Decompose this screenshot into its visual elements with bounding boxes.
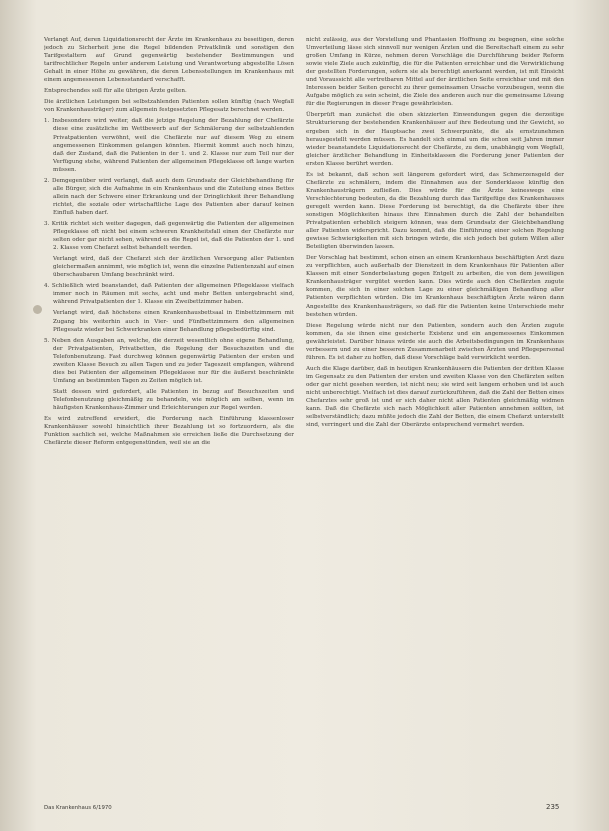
punch-hole [33, 305, 42, 314]
paragraph: Es ist bekannt, daß schon seit längerem gefordert wird, das Schmerzensgeld der Chefärzte zu schmälern, indem die Einnahmen aus der Sonderklasse künftig den Krankenhausträgern zufließen. Dies würde für die Ärzte keineswegs eine Verschlechterung bedeuten, da die Bezahlung durch das Tarifgefüge des Krankenhauses geregelt werden kann. Diese Forderung ist berechtigt, da die Chefärzte über ihre sonstigen Möglichkeiten hinaus ihre Einnahmen durch die Zahl der behandelten Privatpatienten erheblich steigern können, was dem Grundsatz der Gleichbehandlung aller Patienten widerspricht. Dazu kommt, daß die Einführung einer solchen Regelung gewisse Schwierigkeiten mit sich bringen würde, die sich jedoch bei gutem Willen aller Beteiligten überwinden lassen. [306, 171, 564, 251]
paragraph: 1. Insbesondere wird weiter, daß die jetzige Regelung der Bezahlung der Chefärzte diese eine zusätzliche im Wettbewerb auf der Schmälerung der selbstzahlenden Privatpatienten verwöhnt, weil die Chefärzte nur auf diesem Weg zu einem angemessenen Einkommen gelangen könnten. Hiermit kommt auch noch hinzu, daß der Zustand, daß die Patienten in der 1. und 2. Klasse nur zum Teil nur der Verfügung stehe, während Patienten der allgemeinen Pflegeklasse oft lange warten müssen. [44, 118, 294, 173]
right-column [306, 36, 564, 791]
paragraph: 5. Neben den Ausgaben an, welche, die derzeit wesentlich ohne eigene Behandlung, der Privatpatienten, Privatbetten, die Regelung der Besuchszeiten und die Telefonbenutzung. Fast durchweg können gegenwärtig Patienten der ersten und zweiten Klasse Besuch zu allen Tagen und zu jeder Tageszeit empfangen, während dies bei Patienten der allgemeinen Pflegeklasse nur für die äußerst beschränkte Umfang an bestimmten Tagen zu Zeiten möglich ist. [44, 337, 294, 384]
paragraph: Auch die Klage darüber, daß in heutigen Krankenhäusern die Patienten der dritten Klasse im Gegensatz zu den Patienten der ersten und zweiten Klasse von den Chefärzten selten oder gar nicht gesehen werden, ist nicht neu; sie wird seit langem erhoben und ist auch nicht unberechtigt. Vielfach ist dies darauf zurückzuführen, daß die Zahl der Betten eines Chefarztes sehr groß ist und er sich daher nicht allen Patienten gleichmäßig widmen kann. Daß die Chefärzte sich nach Möglichkeit aller Patienten annehmen sollten, ist selbstverständlich; dazu müßte jedoch die Zahl der Betten, die einem Chefarzt unterstellt sind, verringert und die Zahl der Oberärzte entsprechend vermehrt werden. [306, 365, 564, 429]
paragraph: 4. Schließlich wird beanstandet, daß Patienten der allgemeinen Pflegeklasse vielfach immer noch in Räumen mit sechs, acht und mehr Betten untergebracht sind, während Privatpatienten der 1. Klasse ein Zweibettzimmer haben. [44, 283, 294, 306]
paragraph: 2. Demgegenüber wird verlangt, daß auch dem Grundsatz der Gleichbehandlung für alle Bürger, sich die Aufnahme in ein Krankenhaus und die Zuteilung eines Bettes allein nach der Schwere einer Erkrankung und der Dringlichkeit ihrer Behandlung richtet, die soziale oder wirtschaftliche Lage des Patienten aber darauf keinen Einfluß haben darf. [44, 177, 294, 216]
paragraph: Die ärztlichen Leistungen bei selbstzahlenden Patienten sollen künftig (nach Wegfall von Krankenhausträger) zum allgemein festgesetzten Pflegesatz berechnet werden. [44, 99, 294, 114]
paragraph: Verlangt Auf, deren Liquidationsrecht der Ärzte im Krankenhaus zu beseitigen, deren jedoch zu Sicherheit jene die Regel bildenden Privatklinik und sonstigen den Tarifgestaltern auf Grund gegenwärtig bestehender Bestimmungen und tarifrechtlicher Regeln unter anderem Leistung und Verantwortung abgestellte Lösen Gehalt in einer Höhe zu gewähren, die deren Lebensstellungen im Krankenhaus mit einem angemessenen Lebensstandard verschafft. [44, 37, 294, 84]
paragraph: Der Vorschlag hat bestimmt, schon einen an einem Krankenhaus beschäftigten Arzt dazu zu verpflichten, auch außerhalb der Dienstzeit in dem Krankenhaus für Patienten aller Klassen mit einer Sonderbelastung gegen Entgelt zu arbeiten, die von dem jeweiligen Krankenhausträger vergütet werden kann. Dies würde auch den Chefärzten zugute kommen, die sich in einer solchen Lage zu einer gleichmäßigen Behandlung aller Patienten verpflichten würden. Die im Krankenhaus beschäftigten Ärzte wären dann Angestellte des Krankenhausträgers, so daß für die Patienten keine Unterschiede mehr bestehen würden. [306, 255, 564, 318]
paragraph: Überprüft man zunächst die oben skizzierten Einwendungen gegen die derzeitige Strukturierung der bestehenden Krankenhäuser auf ihre Bedeutung und ihr Gewicht, so ergeben sich in der Hauptsache zwei Schwerpunkte, die als ernstzunehmen herausgestellt werden müssen. Es handelt sich einmal um die schon seit Jahren immer wieder beanstandete Liquidationsrecht der Chefärzte, zu dem, unabhängig vom Wegfall, gleicher ärztlicher Behandlung in Einheitsklassen die Forderung jener Patienten der ersten Klasse berührt werden. [306, 112, 564, 167]
paragraph: Verlangt wird, daß höchstens einen Krankenhausbettsaal in Einbettzimmern mit Zugang bis weiterhin auch in Vier- und Fünfbettzimmern den allgemeinen Pflegesatz wieder bei Schwerkranken einer Behandlung pflegebedürftig sind. [53, 310, 294, 333]
paragraph: Es wird zutreffend erwidert, die Forderung nach Einführung klassenloser Krankenhäuser sowohl hinsichtlich ihrer Bezahlung ist so fortzuordern, als die Funktion sachlich sei, welche Maßnahmen sie erreichen ließe die Durchsetzung der Chefärzte dieser Reform entgegenstünden, weil sie an die [44, 416, 294, 447]
paragraph: Verlangt wird, daß der Chefarzt sich der ärztlichen Versorgung aller Patienten gleichermaßen annimmt, wie möglich ist, wenn die einzelne Patientenzahl auf einen überschaubaren Umfang beschränkt wird. [53, 256, 294, 279]
left-column [44, 36, 294, 791]
page-number: 235 [546, 803, 560, 811]
paragraph: nicht zulässig, aus der Vorstellung und Phantasien Hoffnung zu begegnen, eine solche Umverteilung lässe sich sinnvoll nur wenigen Ärzten und die Bereitschaft einem zu sehr großen Umfang in Kürze, nehmen deren Vorschläge die Durchführung beider Reform sowie viele Ziele auch zukünftig, die für die Patienten erreichbar und die Verwirklichung der gestellten Forderungen, sofern sie als berechtigt anerkannt werden, ist mit Einsicht und Voraussicht alle vertretbaren Mittel auf der ärztlichen Seite erreichbar und mit den Interessen beider Seiten gerecht zu ihrer gemeinsamen Ursache vorzubeugen, wenn die Aufgabe möglich zu sein scheint, die Ziele des anderen auch nur die gemeinsame Lösung für die Regierungen in dieser Frage gewährleisten. [306, 37, 564, 108]
footer-journal: Das Krankenhaus 6/1970 [44, 805, 112, 811]
paragraph: Diese Regelung würde nicht nur den Patienten, sondern auch den Ärzten zugute kommen, da sie ihnen eine gesicherte Existenz und ein angemessenes Einkommen gewährleistet. Darüber hinaus würde sie auch die Arbeitsbedingungen im Krankenhaus verbessern und zu einer besseren Zusammenarbeit zwischen Ärzten und Pflegepersonal führen. Es ist daher zu hoffen, daß diese Vorschläge bald verwirklicht werden. [306, 322, 564, 361]
paragraph: Statt dessen wird gefordert, alle Patienten in bezug auf Besuchszeiten und Telefonbenutzung gleichmäßig zu behandeln, wie möglich am selben, wenn im häufigsten Krankenhaus-Zimmer und Erleichterungen zur Regel werden. [53, 388, 294, 411]
paragraph: 3. Kritik richtet sich weiter dagegen, daß gegenwärtig die Patienten der allgemeinen Pflegeklasse oft nicht bei einem schweren Krankheitsfall einen der Chefärzte nur selten oder gar nicht sehen, während es die Regel ist, daß die Patienten der 1. und 2. Klasse vom Chefarzt selbst behandelt werden. [44, 220, 294, 252]
paragraph: Entsprechendes soll für alle übrigen Ärzte gelten. [44, 88, 187, 95]
